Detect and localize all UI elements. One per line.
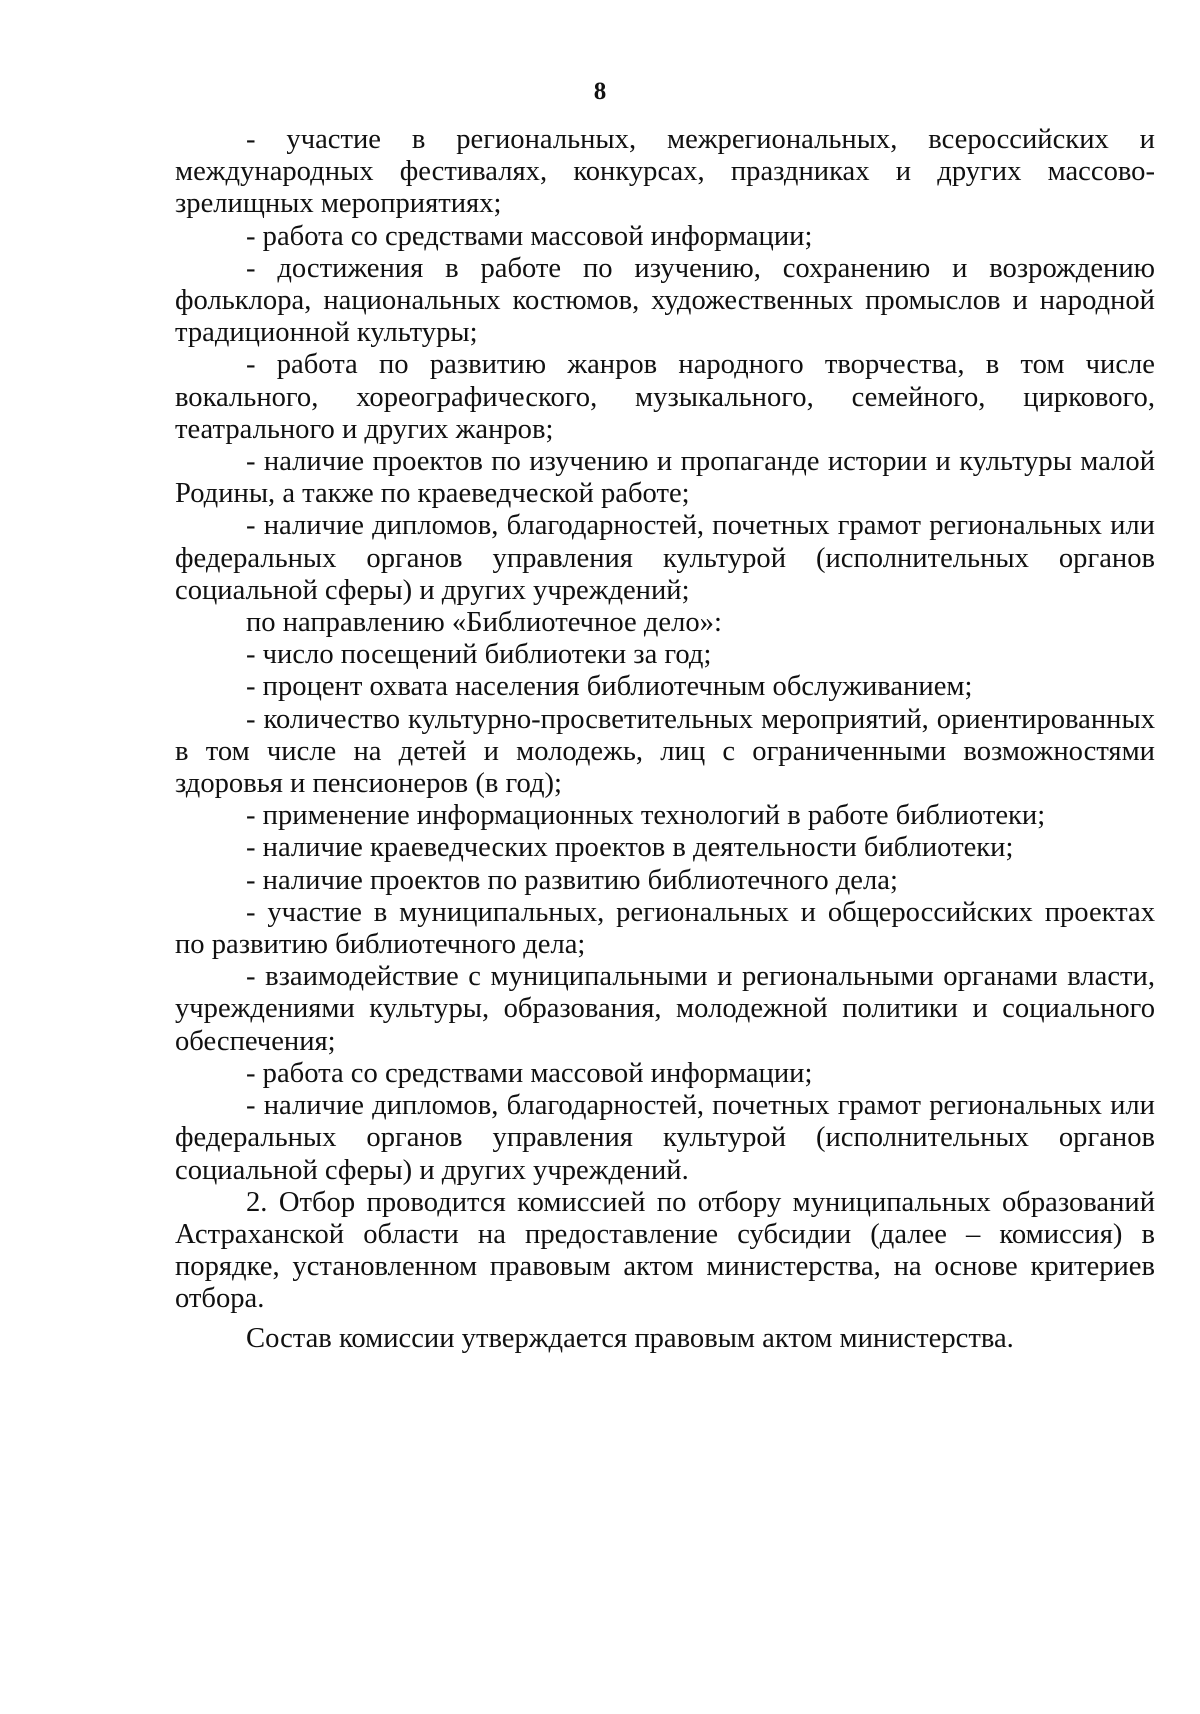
paragraph-library-development: - наличие проектов по развитию библиотечного дела; [246, 864, 898, 896]
paragraph-library-participation: - участие в муниципальных, региональных и общероссийских проектах по развитию библиотечного дела; [175, 896, 1155, 961]
paragraph-library-coverage: - процент охвата населения библиотечным обслуживанием; [246, 671, 973, 703]
paragraph-library-local-projects: - наличие краеведческих проектов в деятельности библиотеки; [246, 832, 1014, 864]
paragraph-mass-media: - работа со средствами массовой информации; [246, 220, 813, 252]
paragraph-commission-composition: Состав комиссии утверждается правовым актом министерства. [246, 1322, 1014, 1354]
page-number: 8 [593, 78, 607, 105]
paragraph-library-it: - применение информационных технологий в работе библиотеки; [246, 800, 1046, 832]
paragraph-local-history: - наличие проектов по изучению и пропаганде истории и культуры малой Родины, а также по краеведческой работе; [175, 446, 1155, 510]
paragraph-library-mass-media: - работа со средствами массовой информации; [246, 1057, 813, 1089]
document-body [175, 124, 1155, 1355]
paragraph-library-visits: - число посещений библиотеки за год; [246, 639, 712, 671]
paragraph-library-heading: по направлению «Библиотечное дело»: [246, 607, 722, 639]
paragraph-selection-commission: 2. Отбор проводится комиссией по отбору муниципальных образований Астраханской области на предоставление субсидии (далее – комиссия) в порядке, установленном правовым актом министерства, на основе критериев отбора. [175, 1186, 1155, 1315]
paragraph-diplomas: - наличие дипломов, благодарностей, почетных грамот региональных или федеральных органов управления культурой (исполнительных органов социальной сферы) и других учреждений; [175, 510, 1155, 606]
paragraph-library-events: - количество культурно-просветительных мероприятий, ориентированных в том числе на детей и молодежь, лиц с ограниченными возможностями здоровья и пенсионеров (в год); [175, 703, 1155, 800]
paragraph-library-cooperation: - взаимодействие с муниципальными и региональными органами власти, учреждениями культуры, образования, молодежной политики и социального обеспечения; [175, 961, 1155, 1057]
paragraph-folk-genres: - работа по развитию жанров народного творчества, в том числе вокального, хореографического, музыкального, семейного, циркового, театрального и других жанров; [175, 349, 1155, 445]
paragraph-folklore: - достижения в работе по изучению, сохранению и возрождению фольклора, национальных костюмов, художественных промыслов и народной традиционной культуры; [175, 252, 1155, 349]
paragraph-festivals: - участие в региональных, межрегиональных, всероссийских и международных фестивалях, конкурсах, праздниках и других массово-зрелищных мероприятиях; [175, 124, 1155, 220]
paragraph-library-diplomas: - наличие дипломов, благодарностей, почетных грамот региональных или федеральных органов управления культурой (исполнительных органов социальной сферы) и других учреждений. [175, 1090, 1155, 1186]
